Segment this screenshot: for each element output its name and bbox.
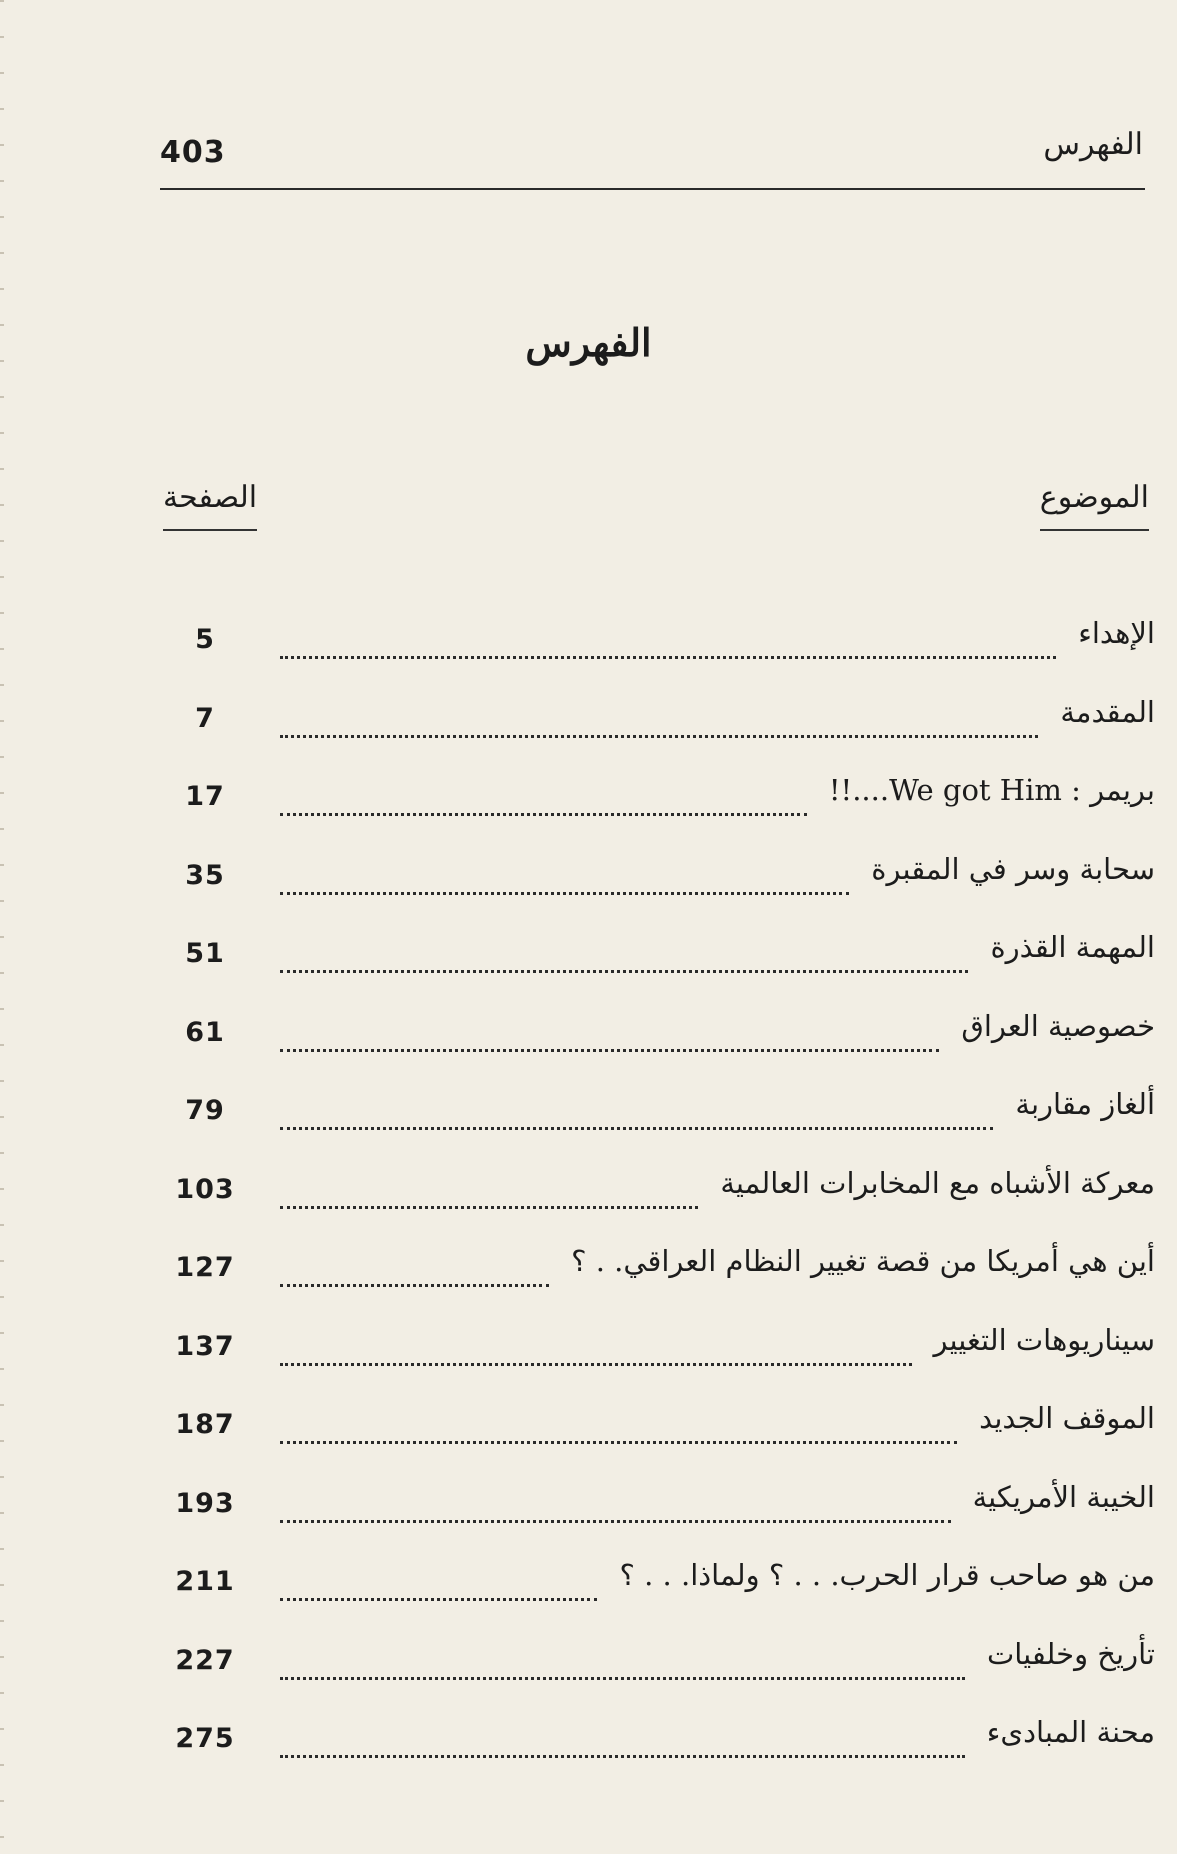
toc-entry-title: تأريخ وخلفيات bbox=[986, 1636, 1155, 1671]
toc-entry-page: 61 bbox=[185, 1016, 225, 1048]
toc-entry-title: معركة الأشباه مع المخابرات العالمية bbox=[720, 1165, 1155, 1200]
toc-entry bbox=[150, 1240, 1167, 1319]
toc-entry-title: محنة المبادىء bbox=[986, 1715, 1155, 1749]
toc-entry-page: 5 bbox=[195, 624, 215, 655]
toc-entry-page: 79 bbox=[185, 1095, 225, 1126]
toc-entry-page: 193 bbox=[175, 1487, 235, 1519]
toc-entry-page: 127 bbox=[175, 1252, 235, 1283]
toc-leader-dots bbox=[280, 1711, 965, 1758]
toc-entry-page: 211 bbox=[175, 1566, 235, 1597]
toc-entry-title: بريمر : We got Him....!! bbox=[828, 773, 1155, 807]
toc-entry bbox=[150, 1397, 1167, 1476]
table-of-contents bbox=[150, 612, 1167, 1790]
toc-leader-dots bbox=[280, 1240, 549, 1287]
page-title: الفهرس bbox=[525, 320, 652, 365]
toc-leader-dots bbox=[280, 848, 849, 895]
toc-leader-dots bbox=[280, 612, 1056, 659]
toc-entry-title: أين هي أمريكا من قصة تغيير النظام العراقي. . ؟ bbox=[571, 1244, 1155, 1278]
toc-entry bbox=[150, 769, 1167, 848]
toc-entry-page: 35 bbox=[185, 859, 225, 891]
column-heading-page: الصفحة bbox=[163, 480, 257, 531]
toc-entry-page: 51 bbox=[185, 938, 225, 969]
toc-leader-dots bbox=[280, 1005, 939, 1052]
toc-leader-dots bbox=[280, 769, 807, 816]
toc-entry bbox=[150, 612, 1167, 691]
toc-entry-page: 137 bbox=[175, 1330, 235, 1362]
toc-entry-page: 7 bbox=[195, 702, 215, 734]
toc-entry-title: الإهداء bbox=[1078, 616, 1155, 650]
toc-entry bbox=[150, 1005, 1167, 1084]
toc-entry-title: ألغاز مقاربة bbox=[1015, 1087, 1155, 1121]
toc-entry-title: الموقف الجديد bbox=[979, 1401, 1155, 1435]
toc-leader-dots bbox=[280, 1397, 957, 1444]
toc-entry bbox=[150, 1319, 1167, 1398]
toc-entry bbox=[150, 1083, 1167, 1162]
toc-entry-title: سيناريوهات التغيير bbox=[933, 1322, 1155, 1357]
toc-entry bbox=[150, 1162, 1167, 1241]
toc-entry bbox=[150, 691, 1167, 770]
toc-entry-page: 227 bbox=[175, 1644, 235, 1676]
toc-entry-page: 275 bbox=[175, 1723, 235, 1754]
toc-entry bbox=[150, 926, 1167, 1005]
toc-entry-title: المقدمة bbox=[1060, 694, 1155, 729]
toc-entry-page: 103 bbox=[175, 1173, 235, 1205]
toc-entry-title: الخيبة الأمريكية bbox=[972, 1479, 1155, 1514]
toc-entry-title: المهمة القذرة bbox=[990, 930, 1155, 964]
header-page-number: 403 bbox=[160, 135, 226, 170]
column-heading-topic: الموضوع bbox=[1040, 480, 1149, 531]
toc-entry-page: 187 bbox=[175, 1409, 235, 1440]
toc-entry bbox=[150, 1633, 1167, 1712]
toc-leader-dots bbox=[280, 1083, 993, 1130]
header-rule bbox=[160, 188, 1145, 190]
toc-leader-dots bbox=[280, 1633, 965, 1680]
toc-leader-dots bbox=[280, 1319, 912, 1366]
toc-entry-title: من هو صاحب قرار الحرب. . . ؟ ولماذا. . . ؟ bbox=[619, 1558, 1155, 1592]
toc-entry-title: خصوصية العراق bbox=[961, 1008, 1155, 1043]
toc-entry bbox=[150, 1554, 1167, 1633]
toc-leader-dots bbox=[280, 1476, 951, 1523]
toc-entry bbox=[150, 848, 1167, 927]
header-running-title: الفهرس bbox=[1043, 127, 1143, 162]
toc-entry bbox=[150, 1476, 1167, 1555]
page-edge bbox=[0, 0, 4, 1854]
toc-entry bbox=[150, 1711, 1167, 1790]
toc-leader-dots bbox=[280, 926, 968, 973]
toc-leader-dots bbox=[280, 1554, 597, 1601]
toc-entry-title: سحابة وسر في المقبرة bbox=[871, 851, 1155, 886]
running-header bbox=[160, 125, 1145, 175]
toc-leader-dots bbox=[280, 691, 1038, 738]
toc-leader-dots bbox=[280, 1162, 698, 1209]
toc-entry-page: 17 bbox=[185, 781, 225, 812]
